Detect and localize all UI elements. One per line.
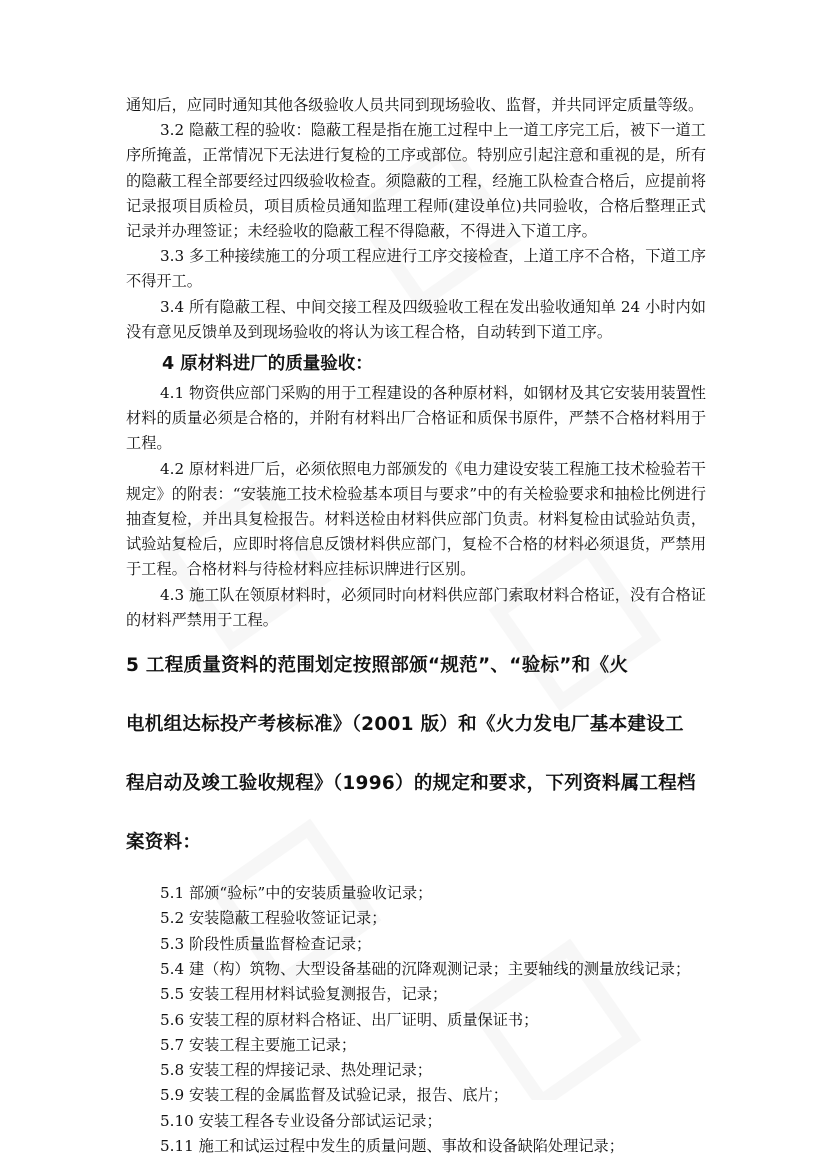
list-item: 5.4 建（构）筑物、大型设备基础的沉降观测记录；主要轴线的测量放线记录；: [160, 959, 691, 978]
list-item: 5.7 安装工程主要施工记录；: [160, 1035, 357, 1054]
list-item: 5.11 施工和试运过程中发生的质量问题、事故和设备缺陷处理记录；: [160, 1137, 624, 1156]
list-item: 5.6 安装工程的原材料合格证、出厂证明、质量保证书；: [160, 1010, 539, 1029]
list-item: 5.5 安装工程用材料试验复测报告，记录；: [160, 985, 448, 1004]
list-item: 5.1 部颁“验标”中的安装质量验收记录；: [160, 884, 433, 903]
paragraph-4-2: 4.2 原材料进厂后，必须依照电力部颁发的《电力建设安装工程施工技术检验若干规定》的附表：“安装施工技术检验基本项目与要求”中的有关检验要求和抽检比例进行抽查复检，并出具复检报告。材料送检由材料供应部门负责。材料复检由试验站负责，试验站复检后，应即时将信息反馈材料供应部门，复检不合格的材料必须退货，严禁用于工程。合格材料与待检材料应挂标识牌进行区别。: [126, 459, 706, 579]
paragraph-4-1: 4.1 物资供应部门采购的用于工程建设的各种原材料，如钢材及其它安装用装置性材料的质量必须是合格的，并附有材料出厂合格证和质保书原件，严禁不合格材料用于工程。: [126, 384, 706, 453]
paragraph-3-3: 3.3 多工种接续施工的分项工程应进行工序交接检查，上道工序不合格，下道工序不得开工。: [126, 247, 706, 291]
section-5-heading-line: 电机组达标投产考核标准》（2001 版）和《火力发电厂基本建设工: [126, 714, 684, 736]
document-body: [126, 93, 706, 1159]
list-item: 5.8 安装工程的焊接记录、热处理记录；: [160, 1061, 432, 1080]
section-5-heading-line: 程启动及竣工验收规程》（1996）的规定和要求，下列资料属工程档: [126, 773, 696, 795]
paragraph-4-3: 4.3 施工队在领原材料时，必须同时向材料供应部门索取材料合格证，没有合格证的材料严禁用于工程。: [126, 585, 706, 629]
list-item: 5.10 安装工程各专业设备分部试运记录；: [160, 1111, 442, 1130]
paragraph-3-2: 3.2 隐蔽工程的验收：隐蔽工程是指在施工过程中上一道工序完工后，被下一道工序所掩盖，正常情况下无法进行复检的工序或部位。特别应引起注意和重视的是，所有的隐蔽工程全部要经过四级验收检查。须隐蔽的工程，经施工队检查合格后，应提前将记录报项目质检员，项目质检员通知监理工程师(建设单位)共同验收，合格后整理正式记录并办理签证；未经验收的隐蔽工程不得隐蔽，不得进入下道工序。: [126, 121, 706, 241]
section-4-heading: 4 原材料进厂的质量验收：: [162, 354, 373, 375]
list-item: 5.3 阶段性质量监督检查记录；: [160, 934, 372, 953]
list-item: 5.9 安装工程的金属监督及试验记录，报告、底片；: [160, 1086, 508, 1105]
section-5-heading-line: 5 工程质量资料的范围划定按照部颁“规范”、“验标”和《火: [126, 655, 629, 677]
section-5-heading: [126, 645, 706, 864]
paragraph-continuation: 通知后，应同时通知其他各级验收人员共同到现场验收、监督，并共同评定质量等级。: [126, 96, 704, 114]
list-item: 5.2 安装隐蔽工程验收签证记录；: [160, 909, 387, 928]
section-5-list: [126, 881, 706, 1159]
paragraph-3-4: 3.4 所有隐蔽工程、中间交接工程及四级验收工程在发出验收通知单 24 小时内如没有意见反馈单及到现场验收的将认为该工程合格，自动转到下道工序。: [126, 297, 706, 341]
section-5-heading-line: 案资料：: [126, 832, 202, 854]
